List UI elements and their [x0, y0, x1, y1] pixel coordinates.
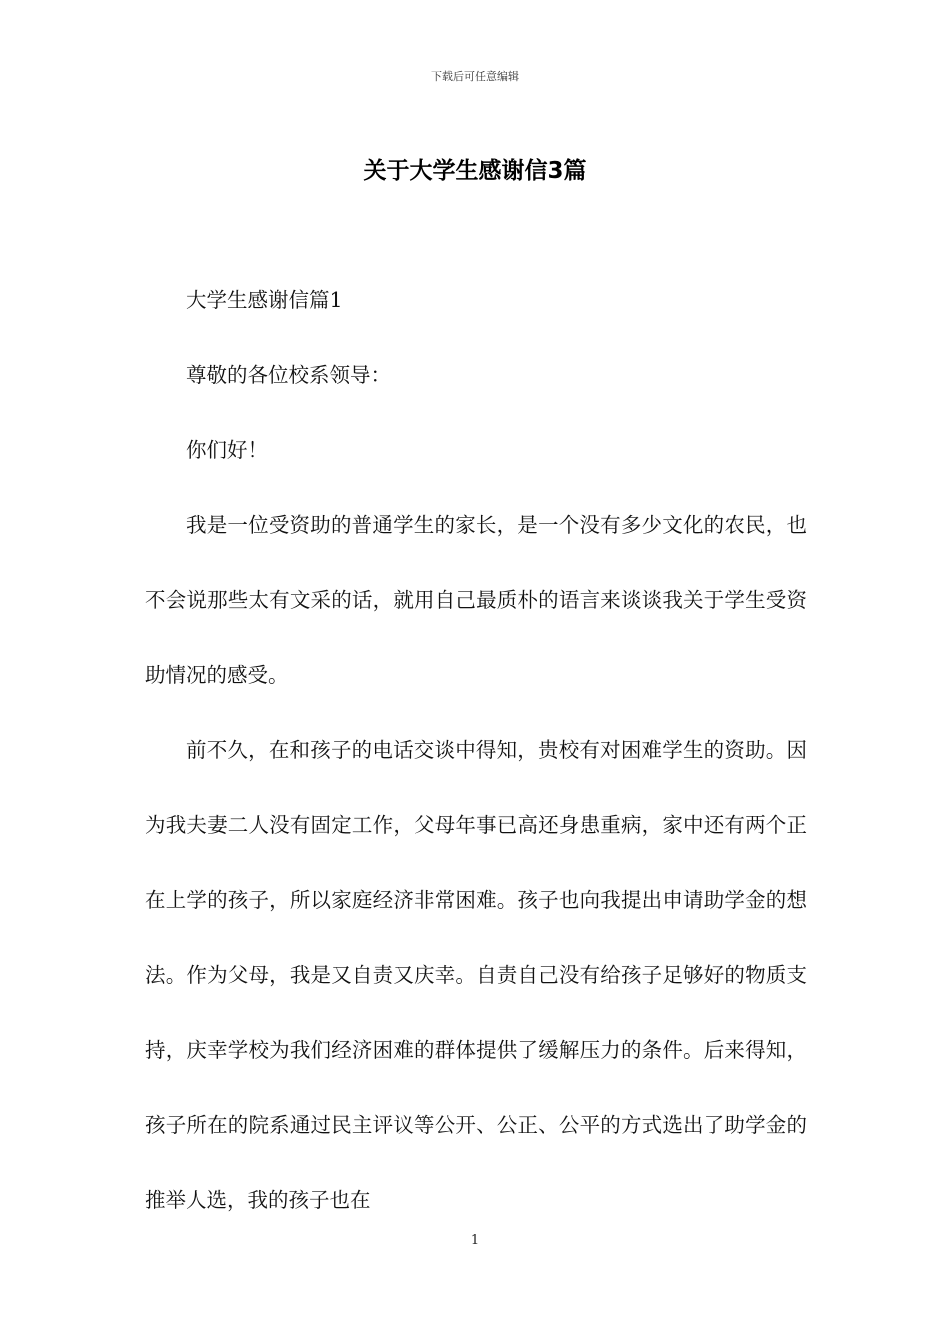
- header-note: 下载后可任意编辑: [431, 70, 519, 83]
- document-title: 关于大学生感谢信3篇: [363, 158, 587, 184]
- body-paragraph: 前不久，在和孩子的电话交谈中得知，贵校有对困难学生的资助。因为我夫妻二人没有固定工作，父母年事已高还身患重病，家中还有两个正在上学的孩子，所以家庭经济非常困难。孩子也向我提出申请助学金的想法。作为父母，我是又自责又庆幸。自责自己没有给孩子足够好的物质支持，庆幸学校为我们经济困难的群体提供了缓解压力的条件。后来得知，孩子所在的院系通过民主评议等公开、公正、公平的方式选出了助学金的推举人选，我的孩子也在: [145, 738, 807, 1212]
- document-body: [145, 263, 807, 1238]
- body-paragraph: 我是一位受资助的普通学生的家长，是一个没有多少文化的农民，也不会说那些太有文采的话，就用自己最质朴的语言来谈谈我关于学生受资助情况的感受。: [145, 513, 807, 687]
- section-heading: 大学生感谢信篇1: [186, 288, 343, 312]
- greeting: 你们好！: [186, 438, 268, 462]
- salutation: 尊敬的各位校系领导：: [186, 363, 391, 387]
- page-number: 1: [470, 1233, 480, 1248]
